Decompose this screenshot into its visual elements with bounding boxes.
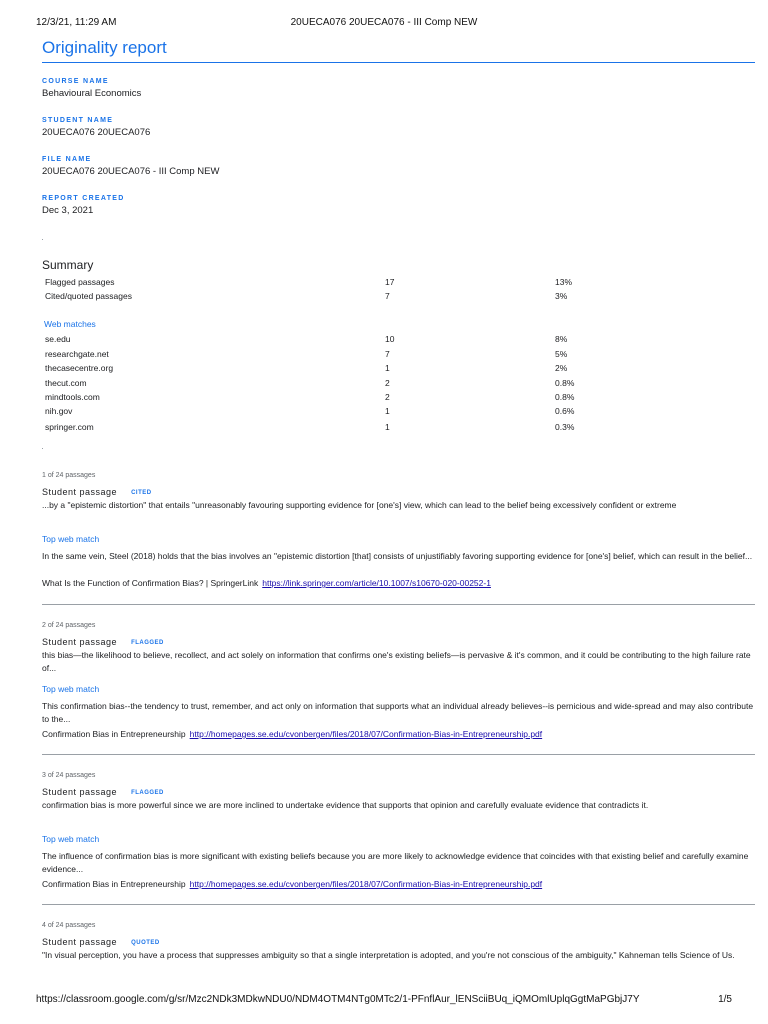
summary-row-percent: 13%: [555, 277, 573, 287]
status-badge: CITED: [131, 490, 152, 496]
passage-divider: [42, 604, 755, 605]
passage-number: 1 of 24 passages: [42, 472, 96, 479]
passage-card: [42, 622, 755, 744]
web-match-count: 10: [385, 334, 395, 344]
web-match-percent: 0.6%: [555, 406, 575, 416]
top-web-match-label: Top web match: [42, 834, 100, 844]
file-value: 20UECA076 20UECA076 - III Comp NEW: [42, 166, 220, 177]
summary-row-percent: 3%: [555, 291, 568, 301]
web-match-percent: 0.8%: [555, 392, 575, 402]
summary-row-count: 17: [385, 277, 395, 287]
print-footer-url: https://classroom.google.com/g/sr/Mzc2NDk3MDkwNDU0/NDM4OTM4NTg0MTc2/1-PFnflAur_lENSciiBUq_iQMOmlUplqGgtMaPGbjJ7Y: [36, 994, 640, 1005]
web-match-text: This confirmation bias--the tendency to trust, remember, and act only on information that supports what an individual already believes--is pernicious and wide-spread and may also contribute to the...: [42, 701, 754, 724]
web-match-count: 1: [385, 406, 390, 416]
print-doc-title: 20UECA076 20UECA076 - III Comp NEW: [290, 17, 478, 28]
passage-card: [42, 922, 755, 978]
course-label: COURSE NAME: [42, 78, 109, 85]
summary-row-name: Flagged passages: [45, 277, 115, 287]
web-match-percent: 5%: [555, 349, 568, 359]
student-value: 20UECA076 20UECA076: [42, 127, 151, 138]
web-match-row: [42, 349, 602, 362]
source-link[interactable]: https://link.springer.com/article/10.1007/s10670-020-00252-1: [262, 578, 491, 588]
student-passage-text: ...by a "epistemic distortion" that entails "unreasonably favouring supporting evidence for [one's] view, which can lead to the belief being excessively confident or extreme: [42, 500, 677, 510]
created-value: Dec 3, 2021: [42, 205, 94, 216]
divider-dot: [42, 239, 43, 240]
web-match-percent: 8%: [555, 334, 568, 344]
web-match-domain: thecut.com: [45, 378, 87, 388]
web-match-percent: 2%: [555, 363, 568, 373]
file-label: FILE NAME: [42, 156, 92, 163]
web-match-row: [42, 334, 602, 347]
page-title: Originality report: [42, 38, 167, 57]
web-match-row: [42, 406, 602, 419]
passage-card: [42, 472, 755, 592]
created-block: [42, 195, 125, 216]
web-match-row: [42, 392, 602, 405]
created-label: REPORT CREATED: [42, 195, 125, 202]
student-passage-text: this bias—the likelihood to believe, recollect, and act solely on information that confirms one's existing beliefs—is pervasive & it's common, and it could be contributing to the high failure rate of...: [42, 650, 751, 673]
file-block: [42, 156, 219, 177]
student-passage-label: Student passage: [42, 787, 118, 797]
summary-title: Summary: [42, 258, 94, 272]
match-source: [42, 879, 755, 889]
print-header: [36, 17, 732, 31]
status-badge: FLAGGED: [131, 640, 164, 646]
passage-divider: [42, 904, 755, 905]
match-source: [42, 578, 755, 588]
passage-card: [42, 772, 755, 894]
student-passage-heading: [42, 932, 160, 947]
summary-row: [42, 277, 602, 290]
web-match-domain: nih.gov: [45, 406, 73, 416]
student-block: [42, 117, 150, 138]
web-match-percent: 0.3%: [555, 422, 575, 432]
top-web-match-label: Top web match: [42, 534, 100, 544]
top-web-match-label: Top web match: [42, 684, 100, 694]
print-footer: [36, 994, 732, 1008]
web-match-row: [42, 422, 602, 435]
web-match-row: [42, 378, 602, 391]
print-page-number: 1/5: [718, 994, 732, 1005]
student-passage-label: Student passage: [42, 937, 118, 947]
web-match-domain: researchgate.net: [45, 349, 109, 359]
summary-row-name: Cited/quoted passages: [45, 291, 132, 301]
web-match-row: [42, 363, 602, 376]
web-matches-label: Web matches: [44, 319, 96, 329]
student-passage-heading: [42, 632, 164, 647]
web-match-domain: se.edu: [45, 334, 71, 344]
web-match-count: 1: [385, 363, 390, 373]
web-match-text: The influence of confirmation bias is more significant with existing beliefs because you are more likely to acknowledge evidence that coincides with that existing belief and carefully examine evidence...: [42, 851, 749, 874]
passage-divider: [42, 754, 755, 755]
student-passage-heading: [42, 482, 152, 497]
match-source: [42, 729, 755, 739]
summary-row-count: 7: [385, 291, 390, 301]
student-passage-heading: [42, 782, 164, 797]
source-title: Confirmation Bias in Entrepreneurship: [42, 729, 186, 739]
student-passage-text: "In visual perception, you have a process that suppresses ambiguity so that a single interpretation is adopted, and you're not conscious of the ambiguity," Kahneman tells Science of Us.: [42, 950, 735, 960]
web-match-count: 2: [385, 392, 390, 402]
print-datetime: 12/3/21, 11:29 AM: [36, 17, 117, 28]
divider-dot: [42, 448, 43, 449]
passage-number: 4 of 24 passages: [42, 922, 96, 929]
course-block: [42, 78, 141, 99]
web-match-domain: springer.com: [45, 422, 94, 432]
source-title: Confirmation Bias in Entrepreneurship: [42, 879, 186, 889]
source-link[interactable]: http://homepages.se.edu/cvonbergen/files/2018/07/Confirmation-Bias-in-Entrepreneurship.pdf: [189, 729, 543, 739]
web-match-text: In the same vein, Steel (2018) holds that the bias involves an "epistemic distortion [that] consists of unjustifiably favoring supporting evidence for [one's] belief, which can result in the belief...: [42, 551, 753, 561]
web-match-domain: thecasecentre.org: [45, 363, 114, 373]
title-divider: [42, 62, 755, 63]
student-passage-label: Student passage: [42, 637, 118, 647]
web-match-count: 1: [385, 422, 390, 432]
source-link[interactable]: http://homepages.se.edu/cvonbergen/files/2018/07/Confirmation-Bias-in-Entrepreneurship.pdf: [189, 879, 543, 889]
passage-number: 2 of 24 passages: [42, 622, 96, 629]
source-title: What Is the Function of Confirmation Bias? | SpringerLink: [42, 578, 259, 588]
status-badge: QUOTED: [131, 940, 160, 946]
summary-row: [42, 291, 602, 304]
student-passage-text: confirmation bias is more powerful since we are more inclined to undertake evidence that supports that opinion and carefully evaluate evidence that contradicts it.: [42, 800, 649, 810]
web-match-domain: mindtools.com: [45, 392, 100, 402]
status-badge: FLAGGED: [131, 790, 164, 796]
web-match-percent: 0.8%: [555, 378, 575, 388]
student-passage-label: Student passage: [42, 487, 118, 497]
web-match-count: 7: [385, 349, 390, 359]
course-value: Behavioural Economics: [42, 88, 142, 99]
passage-number: 3 of 24 passages: [42, 772, 96, 779]
student-label: STUDENT NAME: [42, 117, 114, 124]
web-match-count: 2: [385, 378, 390, 388]
